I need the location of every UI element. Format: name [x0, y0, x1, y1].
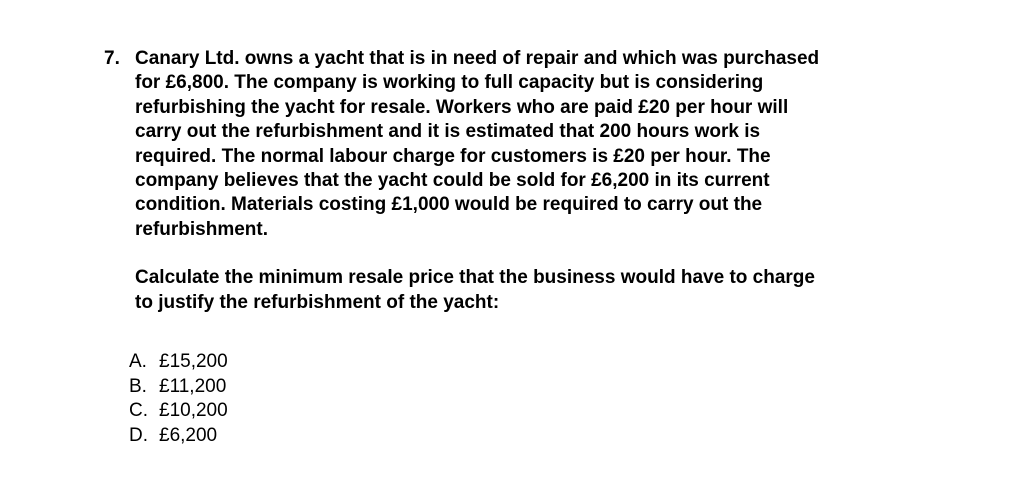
- scenario-line: required. The normal labour charge for customers is £20 per hour. The: [135, 145, 771, 167]
- scenario-line: condition. Materials costing £1,000 would be required to carry out the: [135, 194, 763, 216]
- scenario-line: refurbishment.: [135, 218, 269, 240]
- scenario-line: for £6,800. The company is working to full capacity but is considering: [135, 72, 764, 94]
- scenario-line: company believes that the yacht could be sold for £6,200 in its current: [135, 170, 770, 192]
- option-text: £6,200: [159, 424, 218, 446]
- option-text: £11,200: [159, 375, 227, 397]
- question-scenario: [135, 47, 924, 242]
- option-text: £10,200: [159, 400, 228, 422]
- option-letter: B.: [129, 375, 147, 397]
- answer-option-d[interactable]: [129, 424, 918, 449]
- answer-option-c[interactable]: [129, 399, 918, 424]
- answer-options: [129, 350, 918, 448]
- question-block: [104, 47, 924, 448]
- option-text: £15,200: [159, 351, 228, 373]
- answer-option-a[interactable]: [129, 350, 918, 375]
- prompt-line: Calculate the minimum resale price that the business would have to charge: [135, 267, 815, 289]
- scenario-line: refurbishing the yacht for resale. Workers who are paid £20 per hour will: [135, 96, 789, 118]
- question-prompt: [135, 266, 924, 315]
- question-row: [104, 47, 924, 448]
- question-body: [129, 47, 924, 448]
- answer-option-b[interactable]: [129, 375, 918, 400]
- scenario-line: Canary Ltd. owns a yacht that is in need of repair and which was purchased: [135, 48, 820, 69]
- scenario-line: carry out the refurbishment and it is estimated that 200 hours work is: [135, 121, 761, 143]
- question-number: 7.: [104, 48, 120, 69]
- option-letter: A.: [129, 351, 147, 373]
- prompt-line: to justify the refurbishment of the yacht:: [135, 291, 500, 313]
- option-letter: D.: [129, 424, 148, 446]
- option-letter: C.: [129, 400, 148, 422]
